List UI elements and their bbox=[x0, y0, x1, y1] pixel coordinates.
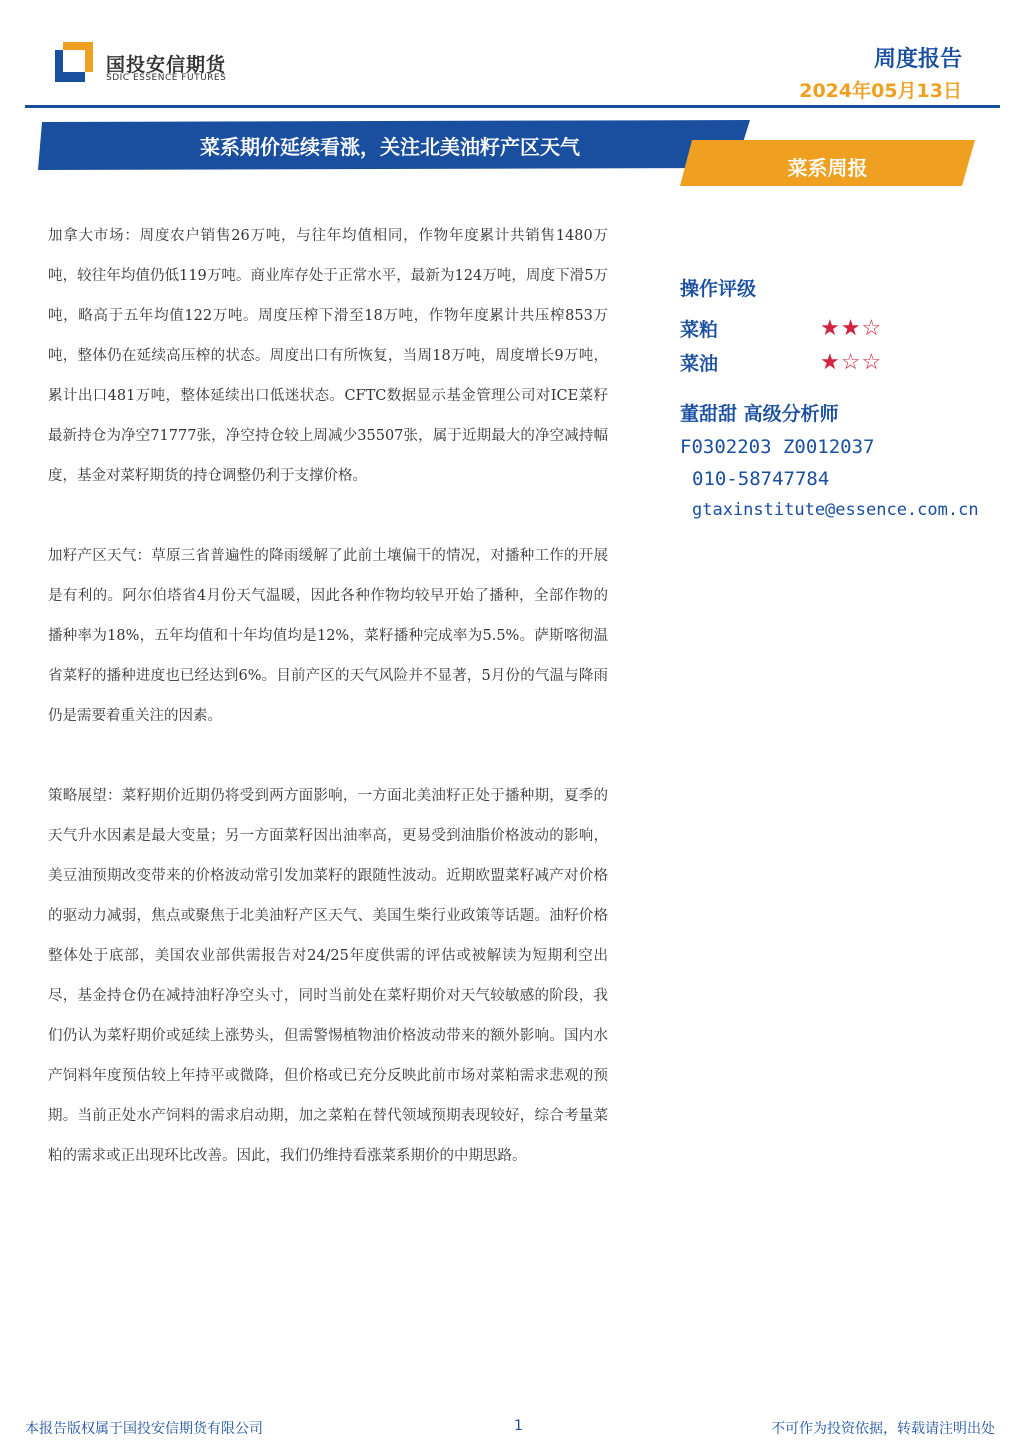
footer-copyright: 本报告版权属于国投安信期货有限公司 bbox=[25, 1421, 263, 1437]
rating-label: 菜油 bbox=[680, 352, 719, 375]
star-rating-icon: ★☆☆ bbox=[820, 349, 883, 375]
report-date: 2024年05月13日 bbox=[799, 80, 962, 102]
paragraph-canada-market: 加拿大市场：周度农户销售26万吨，与往年均值相同，作物年度累计共销售1480万吨，较往年均值仍低119万吨。商业库存处于正常水平，最新为124万吨，周度下滑5万吨，略高于五年均值122万吨。周度压榨下滑至18万吨，作物年度累计共压榨853万吨，整体仍在延续高压榨的状态。周度出口有所恢复，当周18万吨，周度增长9万吨，累计出口481万吨，整体延续出口低迷状态。CFTC数据显示基金管理公司对ICE菜籽最新持仓为净空71777张，净空持仓较上周减少35507张，属于近期最大的净空减持幅度，基金对菜籽期货的持仓调整仍利于支撑价格。 bbox=[48, 228, 608, 484]
header-divider bbox=[25, 105, 1000, 108]
paragraph-weather: 加籽产区天气：草原三省普遍性的降雨缓解了此前土壤偏干的情况，对播种工作的开展是有利的。阿尔伯塔省4月份天气温暖，因此各种作物均较早开始了播种，全部作物的播种率为18%，五年均值和十年均值均是12%，菜籽播种完成率为5.5%。萨斯喀彻温省菜籽的播种进度也已经达到6%。目前产区的天气风险并不显著，5月份的气温与降雨仍是需要着重关注的因素。 bbox=[48, 548, 608, 724]
rating-row-oil bbox=[680, 345, 1020, 379]
rating-title: 操作评级 bbox=[680, 278, 757, 300]
footer-notice: 不可作为投资依据，转载请注明出处 bbox=[771, 1421, 995, 1437]
report-type: 周度报告 bbox=[873, 47, 962, 72]
report-tag: 菜系周报 bbox=[787, 156, 868, 180]
rating-row-meal bbox=[680, 311, 1020, 345]
logo-name-cn: 国投安信期货 bbox=[106, 54, 227, 76]
page-number: 1 bbox=[514, 1418, 523, 1434]
rating-label: 菜粕 bbox=[680, 318, 719, 341]
analyst-name: 董甜甜 高级分析师 bbox=[680, 403, 839, 425]
company-logo-icon bbox=[55, 42, 93, 82]
analyst-cert: F0302203 Z0012037 bbox=[680, 436, 875, 458]
star-rating-icon: ★★☆ bbox=[820, 315, 883, 341]
logo-name-en: SDIC ESSENCE FUTURES bbox=[106, 73, 227, 83]
report-title: 菜系期价延续看涨，关注北美油籽产区天气 bbox=[200, 135, 580, 159]
analyst-email[interactable]: gtaxinstitute@essence.com.cn bbox=[692, 500, 979, 520]
analyst-phone: 010-58747784 bbox=[692, 468, 830, 490]
sidebar bbox=[680, 274, 1020, 520]
report-body bbox=[48, 216, 608, 1216]
paragraph-strategy: 策略展望：菜籽期价近期仍将受到两方面影响，一方面北美油籽正处于播种期，夏季的天气升水因素是最大变量；另一方面菜籽因出油率高，更易受到油脂价格波动的影响，美豆油预期改变带来的价格波动常引发加菜籽的跟随性波动。近期欧盟菜籽减产对价格的驱动力减弱，焦点或聚焦于北美油籽产区天气、美国生柴行业政策等话题。油籽价格整体处于底部，美国农业部供需报告对24/25年度供需的评估或被解读为短期利空出尽，基金持仓仍在减持油籽净空头寸，同时当前处在菜籽期价对天气较敏感的阶段，我们仍认为菜籽期价或延续上涨势头，但需警惕植物油价格波动带来的额外影响。国内水产饲料年度预估较上年持平或微降，但价格或已充分反映此前市场对菜粕需求悲观的预期。当前正处水产饲料的需求启动期，加之菜粕在替代领域预期表现较好，综合考量菜粕的需求或正出现环比改善。因此，我们仍维持看涨菜系期价的中期思路。 bbox=[48, 788, 608, 1164]
